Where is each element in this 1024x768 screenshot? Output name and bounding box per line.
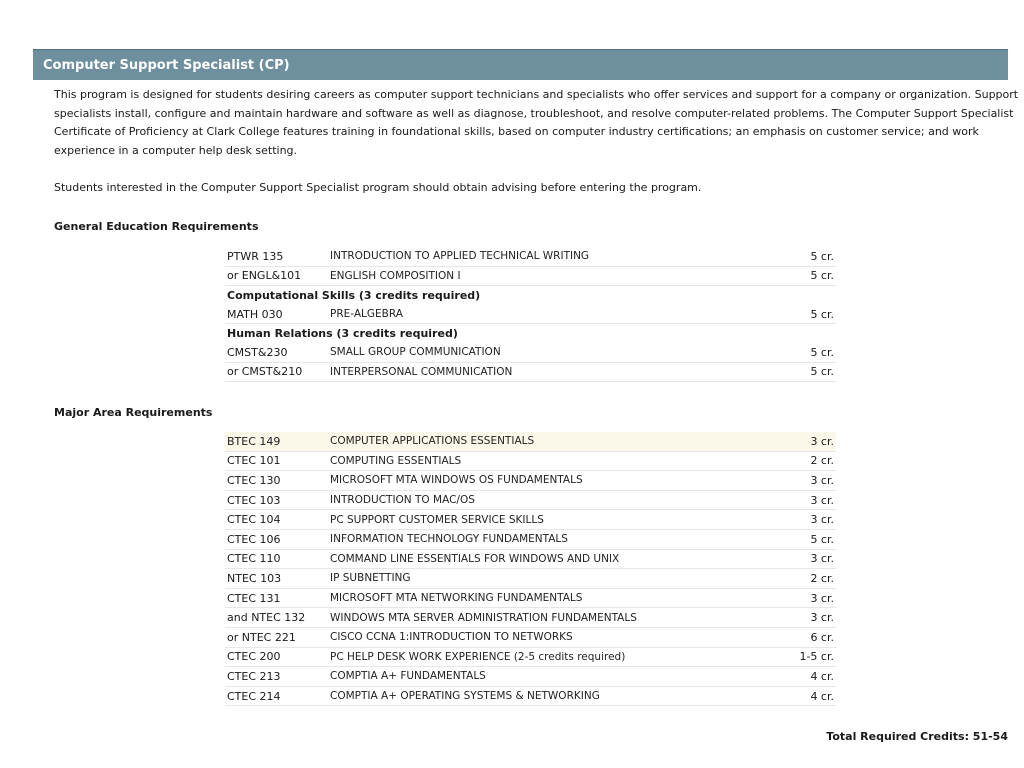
course-code: NTEC 103 xyxy=(225,569,328,589)
course-credits: 4 cr. xyxy=(762,686,836,706)
course-row xyxy=(225,569,836,589)
program-header-bar xyxy=(33,49,1008,80)
course-code: CTEC 130 xyxy=(225,471,328,491)
requirement-group-row xyxy=(225,324,836,343)
course-code: CTEC 103 xyxy=(225,490,328,510)
course-title: COMPUTER APPLICATIONS ESSENTIALS xyxy=(328,432,762,451)
course-title: INFORMATION TECHNOLOGY FUNDAMENTALS xyxy=(328,529,762,549)
course-row xyxy=(225,667,836,687)
course-row xyxy=(225,549,836,569)
course-row xyxy=(225,510,836,530)
course-row xyxy=(225,627,836,647)
course-code: or CMST&210 xyxy=(225,362,328,382)
course-credits: 4 cr. xyxy=(762,667,836,687)
course-row xyxy=(225,362,836,382)
course-row xyxy=(225,432,836,451)
course-credits: 3 cr. xyxy=(762,588,836,608)
course-row xyxy=(225,647,836,667)
course-row xyxy=(225,588,836,608)
program-title: Computer Support Specialist (CP) xyxy=(43,58,290,73)
course-title: PC SUPPORT CUSTOMER SERVICE SKILLS xyxy=(328,510,762,530)
course-title: COMPTIA A+ FUNDAMENTALS xyxy=(328,667,762,687)
course-code: CTEC 101 xyxy=(225,451,328,471)
course-credits: 3 cr. xyxy=(762,510,836,530)
course-credits: 3 cr. xyxy=(762,490,836,510)
course-credits: 3 cr. xyxy=(762,432,836,451)
course-credits: 5 cr. xyxy=(762,343,836,362)
course-credits: 2 cr. xyxy=(762,451,836,471)
course-title: INTERPERSONAL COMMUNICATION xyxy=(328,362,762,382)
course-credits: 2 cr. xyxy=(762,569,836,589)
course-row xyxy=(225,608,836,628)
total-required-credits: Total Required Credits: 51-54 xyxy=(826,730,1008,743)
course-row xyxy=(225,471,836,491)
course-row xyxy=(225,451,836,471)
course-title: ENGLISH COMPOSITION I xyxy=(328,266,762,286)
course-credits: 5 cr. xyxy=(762,247,836,266)
course-code: CTEC 213 xyxy=(225,667,328,687)
course-code: CTEC 214 xyxy=(225,686,328,706)
course-code: PTWR 135 xyxy=(225,247,328,266)
course-code: or NTEC 221 xyxy=(225,627,328,647)
course-title: SMALL GROUP COMMUNICATION xyxy=(328,343,762,362)
course-code: and NTEC 132 xyxy=(225,608,328,628)
requirement-group-row xyxy=(225,286,836,305)
general-education-heading: General Education Requirements xyxy=(54,220,259,233)
course-code: CTEC 131 xyxy=(225,588,328,608)
course-credits: 3 cr. xyxy=(762,608,836,628)
advising-note: Students interested in the Computer Support Specialist program should obtain advising before entering the program. xyxy=(54,181,702,194)
course-code: CTEC 104 xyxy=(225,510,328,530)
course-credits: 6 cr. xyxy=(762,627,836,647)
course-credits: 5 cr. xyxy=(762,362,836,382)
course-code: CTEC 106 xyxy=(225,529,328,549)
course-credits: 5 cr. xyxy=(762,266,836,286)
requirement-group-label: Computational Skills (3 credits required) xyxy=(227,288,481,302)
course-row xyxy=(225,686,836,706)
course-row xyxy=(225,343,836,362)
course-row xyxy=(225,247,836,266)
course-row xyxy=(225,266,836,286)
course-title: INTRODUCTION TO MAC/OS xyxy=(328,490,762,510)
course-credits: 5 cr. xyxy=(762,529,836,549)
course-title: MICROSOFT MTA WINDOWS OS FUNDAMENTALS xyxy=(328,471,762,491)
course-code: BTEC 149 xyxy=(225,432,328,451)
course-code: CTEC 200 xyxy=(225,647,328,667)
major-area-table xyxy=(225,432,836,706)
course-title: COMPUTING ESSENTIALS xyxy=(328,451,762,471)
course-title: MICROSOFT MTA NETWORKING FUNDAMENTALS xyxy=(328,588,762,608)
program-description: This program is designed for students desiring careers as computer support technicians and specialists who offer services and support for a company or organization. Support specialists install, configure and maintain hardware and software as well as diagnose, troubleshoot, and resolve computer-related problems. The Computer Support Specialist Certificate of Proficiency at Clark College features training in foundational skills, based on computer industry certifications; an emphasis on customer service; and work experience in a computer help desk setting. xyxy=(54,88,1019,157)
course-title: COMPTIA A+ OPERATING SYSTEMS & NETWORKING xyxy=(328,686,762,706)
course-code: CTEC 110 xyxy=(225,549,328,569)
general-education-table xyxy=(225,247,836,382)
course-credits: 3 cr. xyxy=(762,549,836,569)
course-credits: 1-5 cr. xyxy=(762,647,836,667)
course-row xyxy=(225,490,836,510)
course-title: IP SUBNETTING xyxy=(328,569,762,589)
course-row xyxy=(225,305,836,324)
course-title: CISCO CCNA 1:INTRODUCTION TO NETWORKS xyxy=(328,627,762,647)
requirement-group-label: Human Relations (3 credits required) xyxy=(227,327,458,341)
course-title: PRE-ALGEBRA xyxy=(328,305,762,324)
course-code: CMST&230 xyxy=(225,343,328,362)
major-area-heading: Major Area Requirements xyxy=(54,406,213,419)
course-title: PC HELP DESK WORK EXPERIENCE (2-5 credits required) xyxy=(328,647,762,667)
course-title: INTRODUCTION TO APPLIED TECHNICAL WRITING xyxy=(328,247,762,266)
course-credits: 3 cr. xyxy=(762,471,836,491)
course-credits: 5 cr. xyxy=(762,305,836,324)
course-code: MATH 030 xyxy=(225,305,328,324)
course-row xyxy=(225,529,836,549)
course-title: COMMAND LINE ESSENTIALS FOR WINDOWS AND UNIX xyxy=(328,549,762,569)
course-code: or ENGL&101 xyxy=(225,266,328,286)
course-title: WINDOWS MTA SERVER ADMINISTRATION FUNDAMENTALS xyxy=(328,608,762,628)
